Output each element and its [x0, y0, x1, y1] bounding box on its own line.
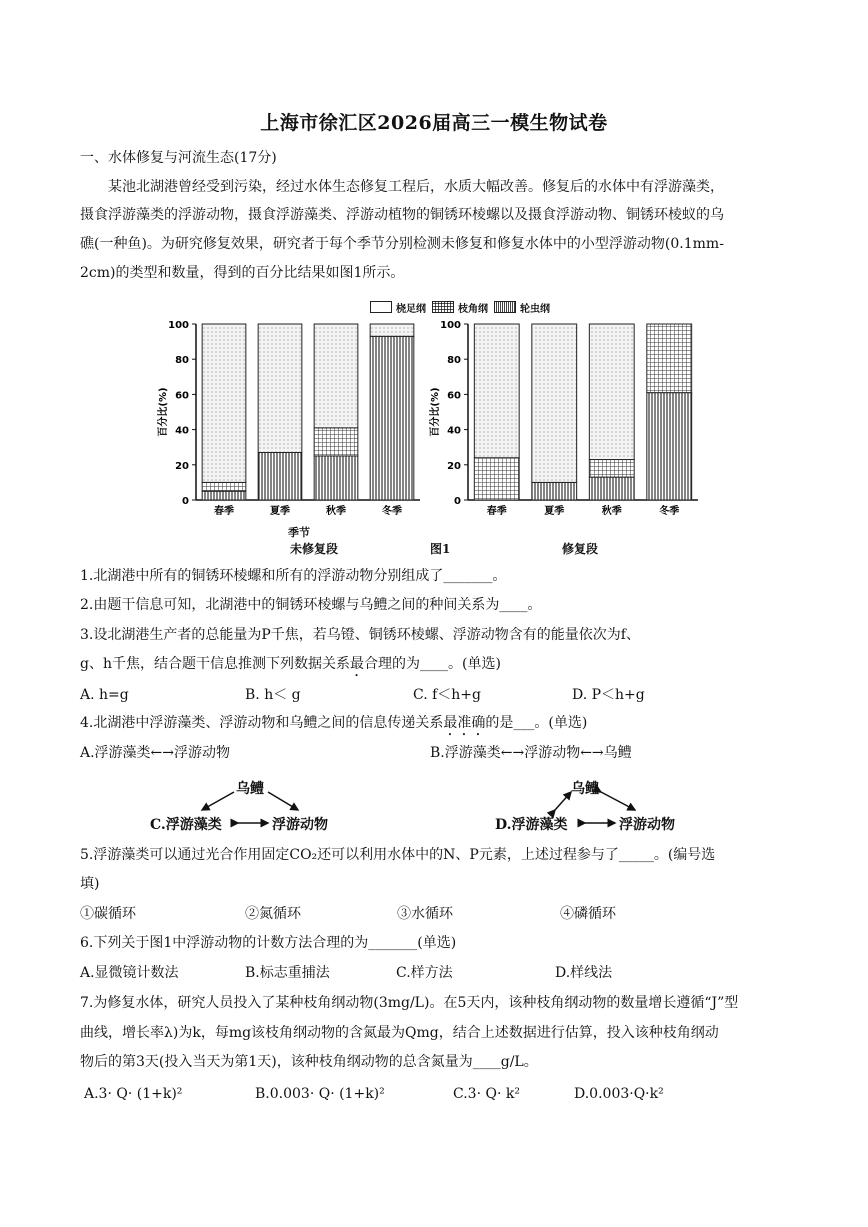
node-top: 乌鳢	[571, 781, 599, 797]
q6-option-b: B.标志重捕法	[245, 965, 330, 981]
bar-segment	[202, 491, 246, 500]
q3-option-b: B. h＜ g	[245, 687, 301, 703]
q5-option-4: ④磷循环	[560, 906, 616, 922]
figure-label: 图1	[430, 542, 451, 556]
intro-line-4: 2cm)的类型和数量，得到的百分比结果如图1所示。	[80, 265, 405, 281]
bar-segment	[532, 482, 577, 500]
q7-option-a: A.3· Q· (1+k)²	[84, 1086, 183, 1102]
q5-option-2: ②氮循环	[245, 906, 301, 922]
q4-text-end: 的是___。(单选)	[485, 715, 588, 731]
node-top: 乌鳢	[236, 781, 264, 797]
y-tick-label: 80	[447, 355, 461, 367]
node-left: D.浮游藻类	[495, 817, 568, 833]
bar-chart-svg	[150, 298, 710, 556]
node-left: C.浮游藻类	[150, 817, 222, 833]
intro-line-3: 礁(一种鱼)。为研究修复效果，研究者于每个季节分别检测未修复和修复水体中的小型浮游动物(0.1mm-	[80, 236, 724, 252]
y-tick-label: 20	[175, 460, 189, 472]
y-tick-label: 0	[182, 496, 189, 507]
q4-option-d-diagram	[495, 778, 725, 838]
bar-segment	[474, 324, 519, 458]
y-tick-label: 100	[168, 320, 189, 331]
question-7-line-3: 物后的第3天(投入当天为第1天)，该种枝角纲动物的总含氮量为____g/L。	[80, 1054, 538, 1070]
q7-option-d: D.0.003·Q·k²	[574, 1086, 664, 1102]
q3-option-c: C. f＜h+g	[413, 687, 482, 703]
q6-option-c: C.样方法	[396, 965, 453, 981]
q6-option-a: A.显微镜计数法	[80, 965, 179, 981]
bar-segment	[314, 456, 358, 500]
q3-emphasis: 最	[349, 656, 364, 672]
legend-label: 桡足纲	[396, 303, 426, 315]
y-tick-label: 0	[454, 496, 461, 507]
x-tick-label: 秋季	[326, 506, 346, 517]
question-4	[80, 713, 587, 739]
panel-label-unrepaired: 未修复段	[290, 542, 339, 556]
x-tick-label: 夏季	[544, 506, 565, 517]
panel-label-repaired: 修复段	[562, 542, 599, 556]
bar-segment	[314, 428, 358, 456]
q3-text-end: 合理的为____。(单选)	[363, 656, 501, 672]
intro-line-1: 某池北湖港曾经受到污染，经过水体生态修复工程后，水质大幅改善。修复后的水体中有浮游藻类，	[108, 179, 724, 195]
y-tick-label: 60	[175, 390, 189, 402]
bar-segment	[474, 458, 519, 500]
question-3-line-2	[80, 654, 501, 680]
x-tick-label: 夏季	[270, 506, 290, 517]
question-7-line-1: 7.为修复水体，研究人员投入了某种枝角纲动物(3mg/L)。在5天内，该种枝角纲动物的数量增长遵循“J”型	[80, 995, 739, 1011]
q6-option-d: D.样线法	[555, 965, 613, 981]
bar-segment	[647, 324, 692, 393]
bar-segment	[647, 393, 692, 500]
q4-option-c-diagram	[150, 778, 380, 838]
question-6: 6.下列关于图1中浮游动物的计数方法合理的为_______(单选)	[80, 935, 457, 951]
bar-segment	[589, 324, 634, 460]
question-3-line-1: 3.设北湖港生产者的总能量为P千焦，若乌镫、铜锈环棱螺、浮游动物含有的能量依次为f、	[80, 627, 640, 643]
q4-emphasis: 最准确	[443, 715, 486, 731]
arrows-icon	[495, 778, 725, 838]
x-axis-label: 季节	[288, 526, 310, 539]
question-7-line-2: 曲线，增长率λ)为k，每mg该枝角纲动物的含氮最为Qmg，结合上述数据进行估算，投入该种枝角纲动	[80, 1025, 719, 1041]
legend-label: 轮虫纲	[520, 303, 550, 315]
y-tick-label: 60	[447, 390, 461, 402]
q5-option-3: ③水循环	[397, 906, 453, 922]
bar-segment	[202, 482, 246, 491]
bar-segment	[258, 324, 302, 452]
question-1: 1.北湖港中所有的铜锈环棱螺和所有的浮游动物分别组成了_______。	[80, 568, 507, 584]
bar-segment	[370, 324, 414, 336]
page-title: 上海市徐汇区2026届高三一模生物试卷	[260, 112, 608, 134]
x-tick-label: 秋季	[601, 506, 622, 517]
bar-segment	[258, 452, 302, 500]
x-tick-label: 冬季	[382, 506, 402, 517]
section-heading: 一、水体修复与河流生态(17分)	[80, 150, 277, 166]
y-tick-label: 40	[175, 425, 189, 437]
bar-segment	[589, 477, 634, 500]
node-right: 浮游动物	[619, 817, 675, 833]
q3-option-a: A. h=g	[80, 687, 129, 703]
q5-option-1: ①碳循环	[80, 906, 136, 922]
q4-option-b: B.浮游藻类←→浮游动物←→乌鳢	[430, 745, 632, 761]
q7-option-b: B.0.003· Q· (1+k)²	[255, 1086, 385, 1102]
bar-segment	[314, 324, 358, 428]
y-axis-label: 百分比(%)	[430, 387, 441, 437]
x-tick-label: 春季	[214, 506, 234, 517]
y-tick-label: 20	[447, 460, 461, 472]
q7-option-c: C.3· Q· k²	[453, 1086, 520, 1102]
x-tick-label: 冬季	[659, 506, 680, 517]
question-5-line-1: 5.浮游藻类可以通过光合作用固定CO₂还可以利用水体中的N、P元素，上述过程参与了_____。(编号选	[80, 847, 716, 863]
question-5-line-2: 填)	[80, 876, 100, 892]
y-tick-label: 100	[440, 320, 461, 331]
q3-option-d: D. P＜h+g	[572, 687, 645, 703]
bar-segment	[589, 460, 634, 478]
y-tick-label: 40	[447, 425, 461, 437]
question-2: 2.由题干信息可知，北湖港中的铜锈环棱螺与乌鳢之间的种间关系为____。	[80, 597, 542, 613]
q4-option-a: A.浮游藻类←→浮游动物	[80, 745, 231, 761]
q4-text: 4.北湖港中浮游藻类、浮游动物和乌鳢之间的信息传递关系	[80, 715, 444, 731]
y-axis-label: 百分比(%)	[158, 387, 169, 437]
bar-segment	[532, 324, 577, 482]
intro-line-2: 摄食浮游藻类的浮游动物，摄食浮游藻类、浮游动植物的铜锈环棱螺以及摄食浮游动物、铜锈环棱蚁的乌	[80, 207, 724, 223]
node-right: 浮游动物	[272, 817, 328, 833]
q3-text: g、h千焦，结合题干信息推测下列数据关系	[80, 656, 350, 672]
y-tick-label: 80	[175, 355, 189, 367]
bar-segment	[202, 324, 246, 482]
arrows-icon	[150, 778, 380, 838]
legend-label: 枝角纲	[458, 303, 488, 315]
x-tick-label: 春季	[486, 506, 507, 517]
bar-segment	[370, 336, 414, 500]
figure-1	[150, 298, 710, 556]
